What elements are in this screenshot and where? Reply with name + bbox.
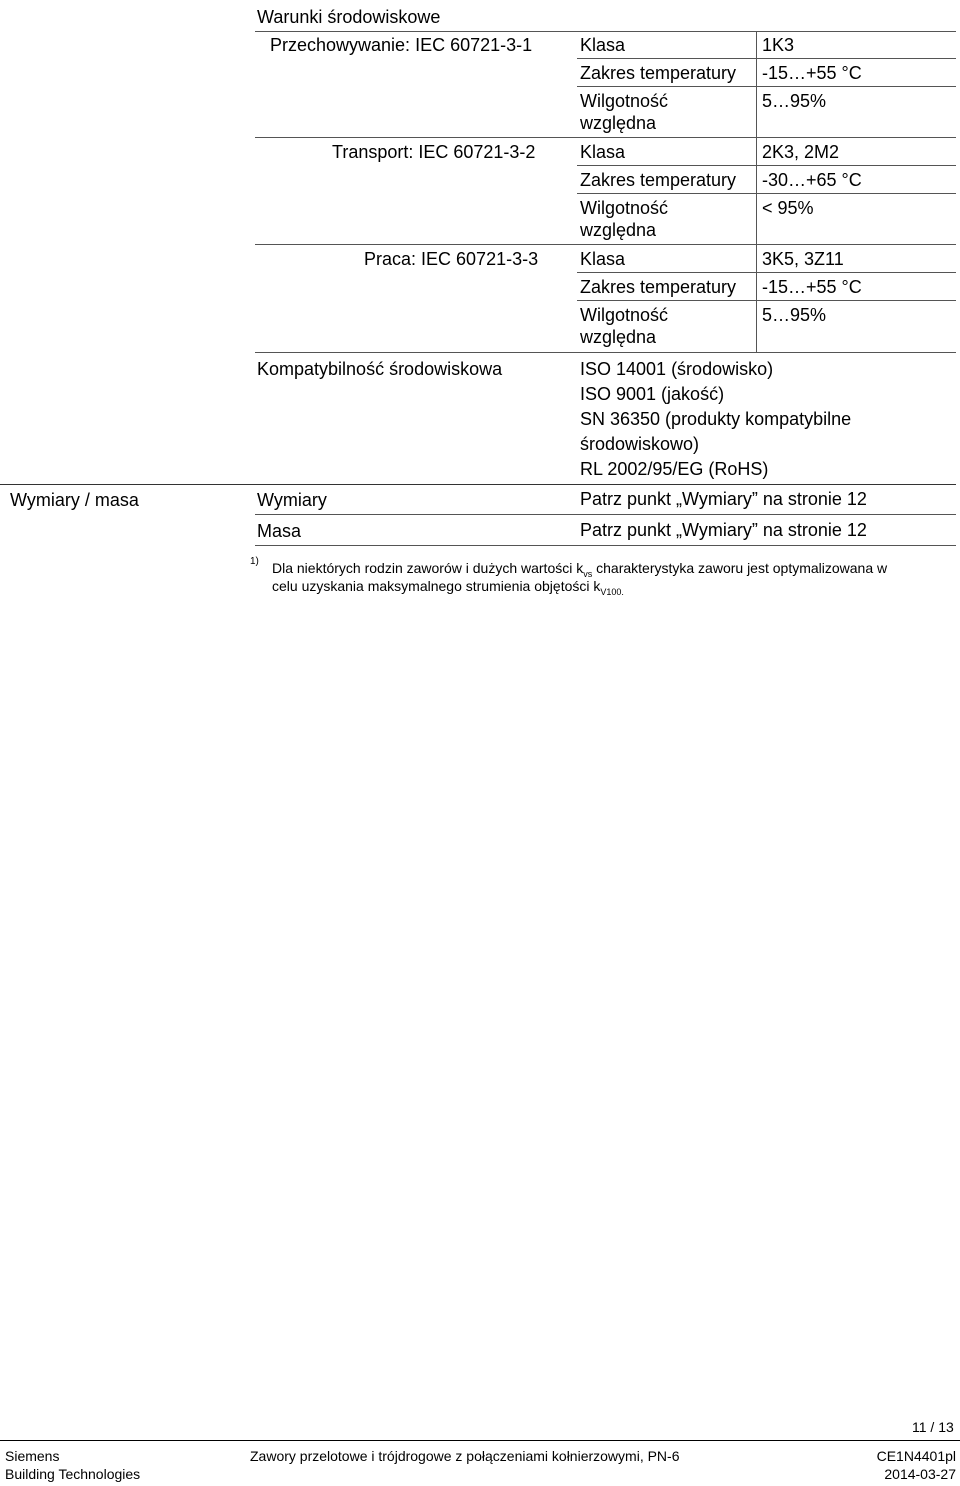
transport-humidity-value: < 95% <box>762 198 814 218</box>
divider <box>577 165 956 166</box>
column-divider <box>756 32 757 138</box>
compatibility-label: Kompatybilność środowiskowa <box>257 359 503 379</box>
operation-humidity-label-2: względna <box>580 327 657 347</box>
storage-class-value: 1K3 <box>762 35 795 55</box>
footer-division: Building Technologies <box>5 1466 141 1482</box>
compatibility-line: SN 36350 (produkty kompatybilne <box>580 409 852 429</box>
compatibility-line: ISO 14001 (środowisko) <box>580 359 774 379</box>
transport-temp-label: Zakres temperatury <box>580 170 737 190</box>
storage-label: Przechowywanie: IEC 60721-3-1 <box>270 35 533 55</box>
storage-humidity-value: 5…95% <box>762 91 827 111</box>
transport-class-label: Klasa <box>580 142 626 162</box>
dimensions-value: Patrz punkt „Wymiary” na stronie 12 <box>580 489 867 509</box>
divider <box>577 193 956 194</box>
operation-label: Praca: IEC 60721-3-3 <box>364 249 539 269</box>
transport-label: Transport: IEC 60721-3-2 <box>332 142 536 162</box>
transport-temp-value: -30…+65 °C <box>762 170 862 190</box>
divider <box>255 244 956 245</box>
transport-humidity-label-1: Wilgotność <box>580 198 669 218</box>
page-number: 11 / 13 <box>912 1419 954 1435</box>
section-divider <box>0 484 956 485</box>
operation-humidity-value: 5…95% <box>762 305 827 325</box>
transport-humidity-label-2: względna <box>580 220 657 240</box>
footer-doc-id: CE1N4401pl <box>876 1448 956 1464</box>
operation-class-label: Klasa <box>580 249 626 269</box>
footer-divider <box>0 1440 960 1441</box>
divider <box>255 31 956 32</box>
mass-value: Patrz punkt „Wymiary” na stronie 12 <box>580 520 867 540</box>
storage-temp-label: Zakres temperatury <box>580 63 737 83</box>
compatibility-line: RL 2002/95/EG (RoHS) <box>580 459 769 479</box>
storage-humidity-label-1: Wilgotność <box>580 91 669 111</box>
operation-humidity-label-1: Wilgotność <box>580 305 669 325</box>
footer-company: Siemens <box>5 1448 60 1464</box>
operation-temp-label: Zakres temperatury <box>580 277 737 297</box>
divider <box>255 514 956 515</box>
footnote-line-2: celu uzyskania maksymalnego strumienia objętości $k_{V100.}$ <box>272 578 624 597</box>
storage-temp-value: -15…+55 °C <box>762 63 862 83</box>
transport-class-value: 2K3, 2M2 <box>762 142 840 162</box>
column-divider <box>756 245 757 352</box>
compatibility-line: środowiskowo) <box>580 434 700 454</box>
mass-label: Masa <box>257 521 302 541</box>
divider <box>255 352 956 353</box>
divider <box>577 300 956 301</box>
divider <box>577 86 956 87</box>
dimensions-section-title: Wymiary / masa <box>10 490 139 510</box>
storage-class-label: Klasa <box>580 35 626 55</box>
column-divider <box>756 138 757 244</box>
operation-class-value: 3K5, 3Z11 <box>762 249 844 269</box>
divider <box>577 58 956 59</box>
footnote-line-1: Dla niektórych rodzin zaworów i dużych wartości $k_{vs}$ charakterystyka zaworu jest optymalizowana w <box>272 560 888 579</box>
compatibility-line: ISO 9001 (jakość) <box>580 384 725 404</box>
footer-date: 2014-03-27 <box>884 1466 956 1482</box>
section-title: Warunki środowiskowe <box>257 7 441 27</box>
footer-doc-title: Zawory przelotowe i trójdrogowe z połączeniami kołnierzowymi, PN-6 <box>250 1448 680 1464</box>
footnote-marker: 1) <box>250 556 259 567</box>
divider <box>255 137 956 138</box>
storage-humidity-label-2: względna <box>580 113 657 133</box>
dimensions-label: Wymiary <box>257 490 327 510</box>
operation-temp-value: -15…+55 °C <box>762 277 862 297</box>
divider <box>255 545 956 546</box>
divider <box>577 272 956 273</box>
